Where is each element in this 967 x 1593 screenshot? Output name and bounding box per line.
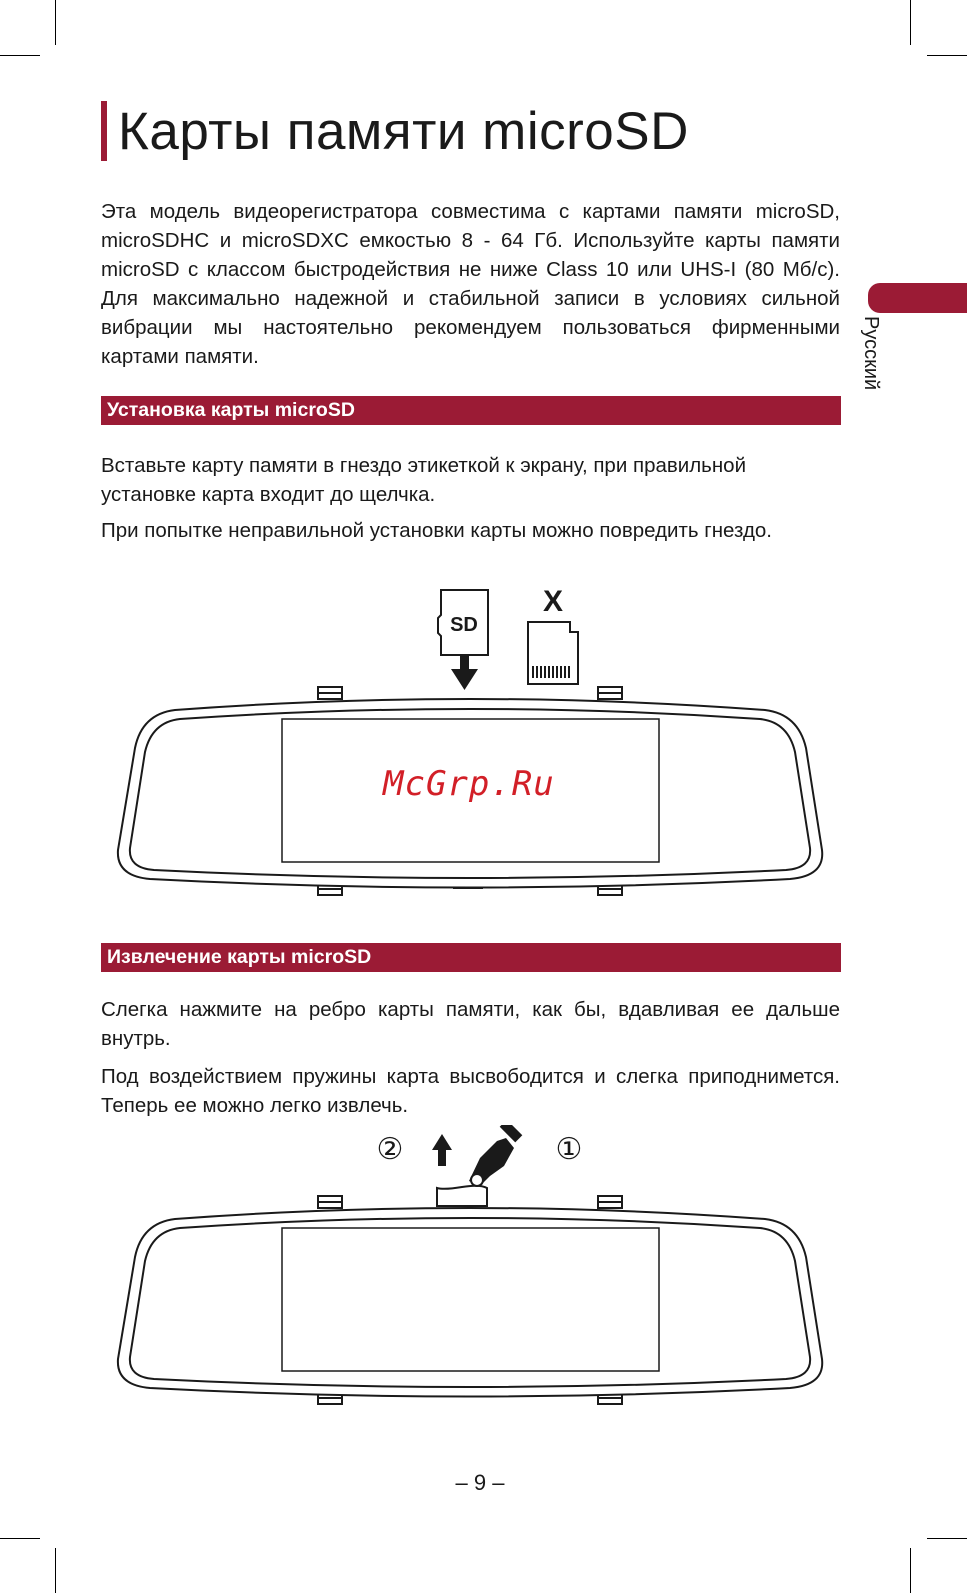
install-illustration <box>0 580 967 905</box>
card-edge-icon <box>437 1186 487 1206</box>
section-heading-install: Установка карты microSD <box>101 396 841 425</box>
remove-paragraph-2: Под воздействием пружины карта высвободится и слегка приподнимется. Теперь ее можно легко извлечь. <box>101 1065 840 1117</box>
crop-mark <box>927 55 967 56</box>
wrong-card-icon <box>528 622 578 684</box>
down-arrow-icon <box>451 656 478 690</box>
remove-paragraph-1: Слегка нажмите на ребро карты памяти, как бы, вдавливая ее дальше внутрь. <box>101 998 840 1050</box>
wrong-mark-icon: X <box>542 585 564 618</box>
sd-card-label: SD <box>450 614 478 636</box>
up-arrow-icon <box>432 1134 452 1166</box>
crop-mark <box>55 1548 56 1593</box>
pressing-finger-icon <box>469 1125 522 1186</box>
section-heading-remove: Извлечение карты microSD <box>101 943 841 972</box>
watermark: McGrp.Ru <box>383 764 555 804</box>
crop-mark <box>0 55 40 56</box>
page-title: Карты памяти microSD <box>118 102 689 161</box>
crop-mark <box>910 1548 911 1593</box>
install-paragraph-2: При попытке неправильной установки карты можно повредить гнездо. <box>101 519 773 542</box>
remove-illustration <box>0 1125 967 1425</box>
language-tab-label: Русский <box>860 316 882 391</box>
crop-mark <box>927 1538 967 1539</box>
page-number: – 9 – <box>455 1470 505 1495</box>
mirror-dvr-device <box>118 1196 822 1404</box>
sd-card-icon <box>438 590 488 655</box>
step-two-icon: ② <box>376 1132 404 1167</box>
crop-mark <box>910 0 911 45</box>
crop-mark <box>0 1538 40 1539</box>
install-paragraph-1: Вставьте карту памяти в гнездо этикеткой к экрану, при правильной установке карта входит до щелчка. <box>101 454 747 506</box>
intro-paragraph: Эта модель видеорегистратора совместима с картами памяти microSD, microSDHC и microSDXC емкостью 8 - 64 Гб. Используйте карты памяти microSD с классом быстродействия не ниже Class 10 или UHS-I (80 Мб/с). Для максимально надежной и стабильной записи в условиях сильной вибрации мы настоятельно рекомендуем пользоваться фирменными картами памяти. <box>101 200 840 368</box>
step-one-icon: ① <box>555 1132 583 1167</box>
crop-mark <box>55 0 56 45</box>
language-tab <box>868 283 967 313</box>
title-accent-bar <box>101 101 107 161</box>
